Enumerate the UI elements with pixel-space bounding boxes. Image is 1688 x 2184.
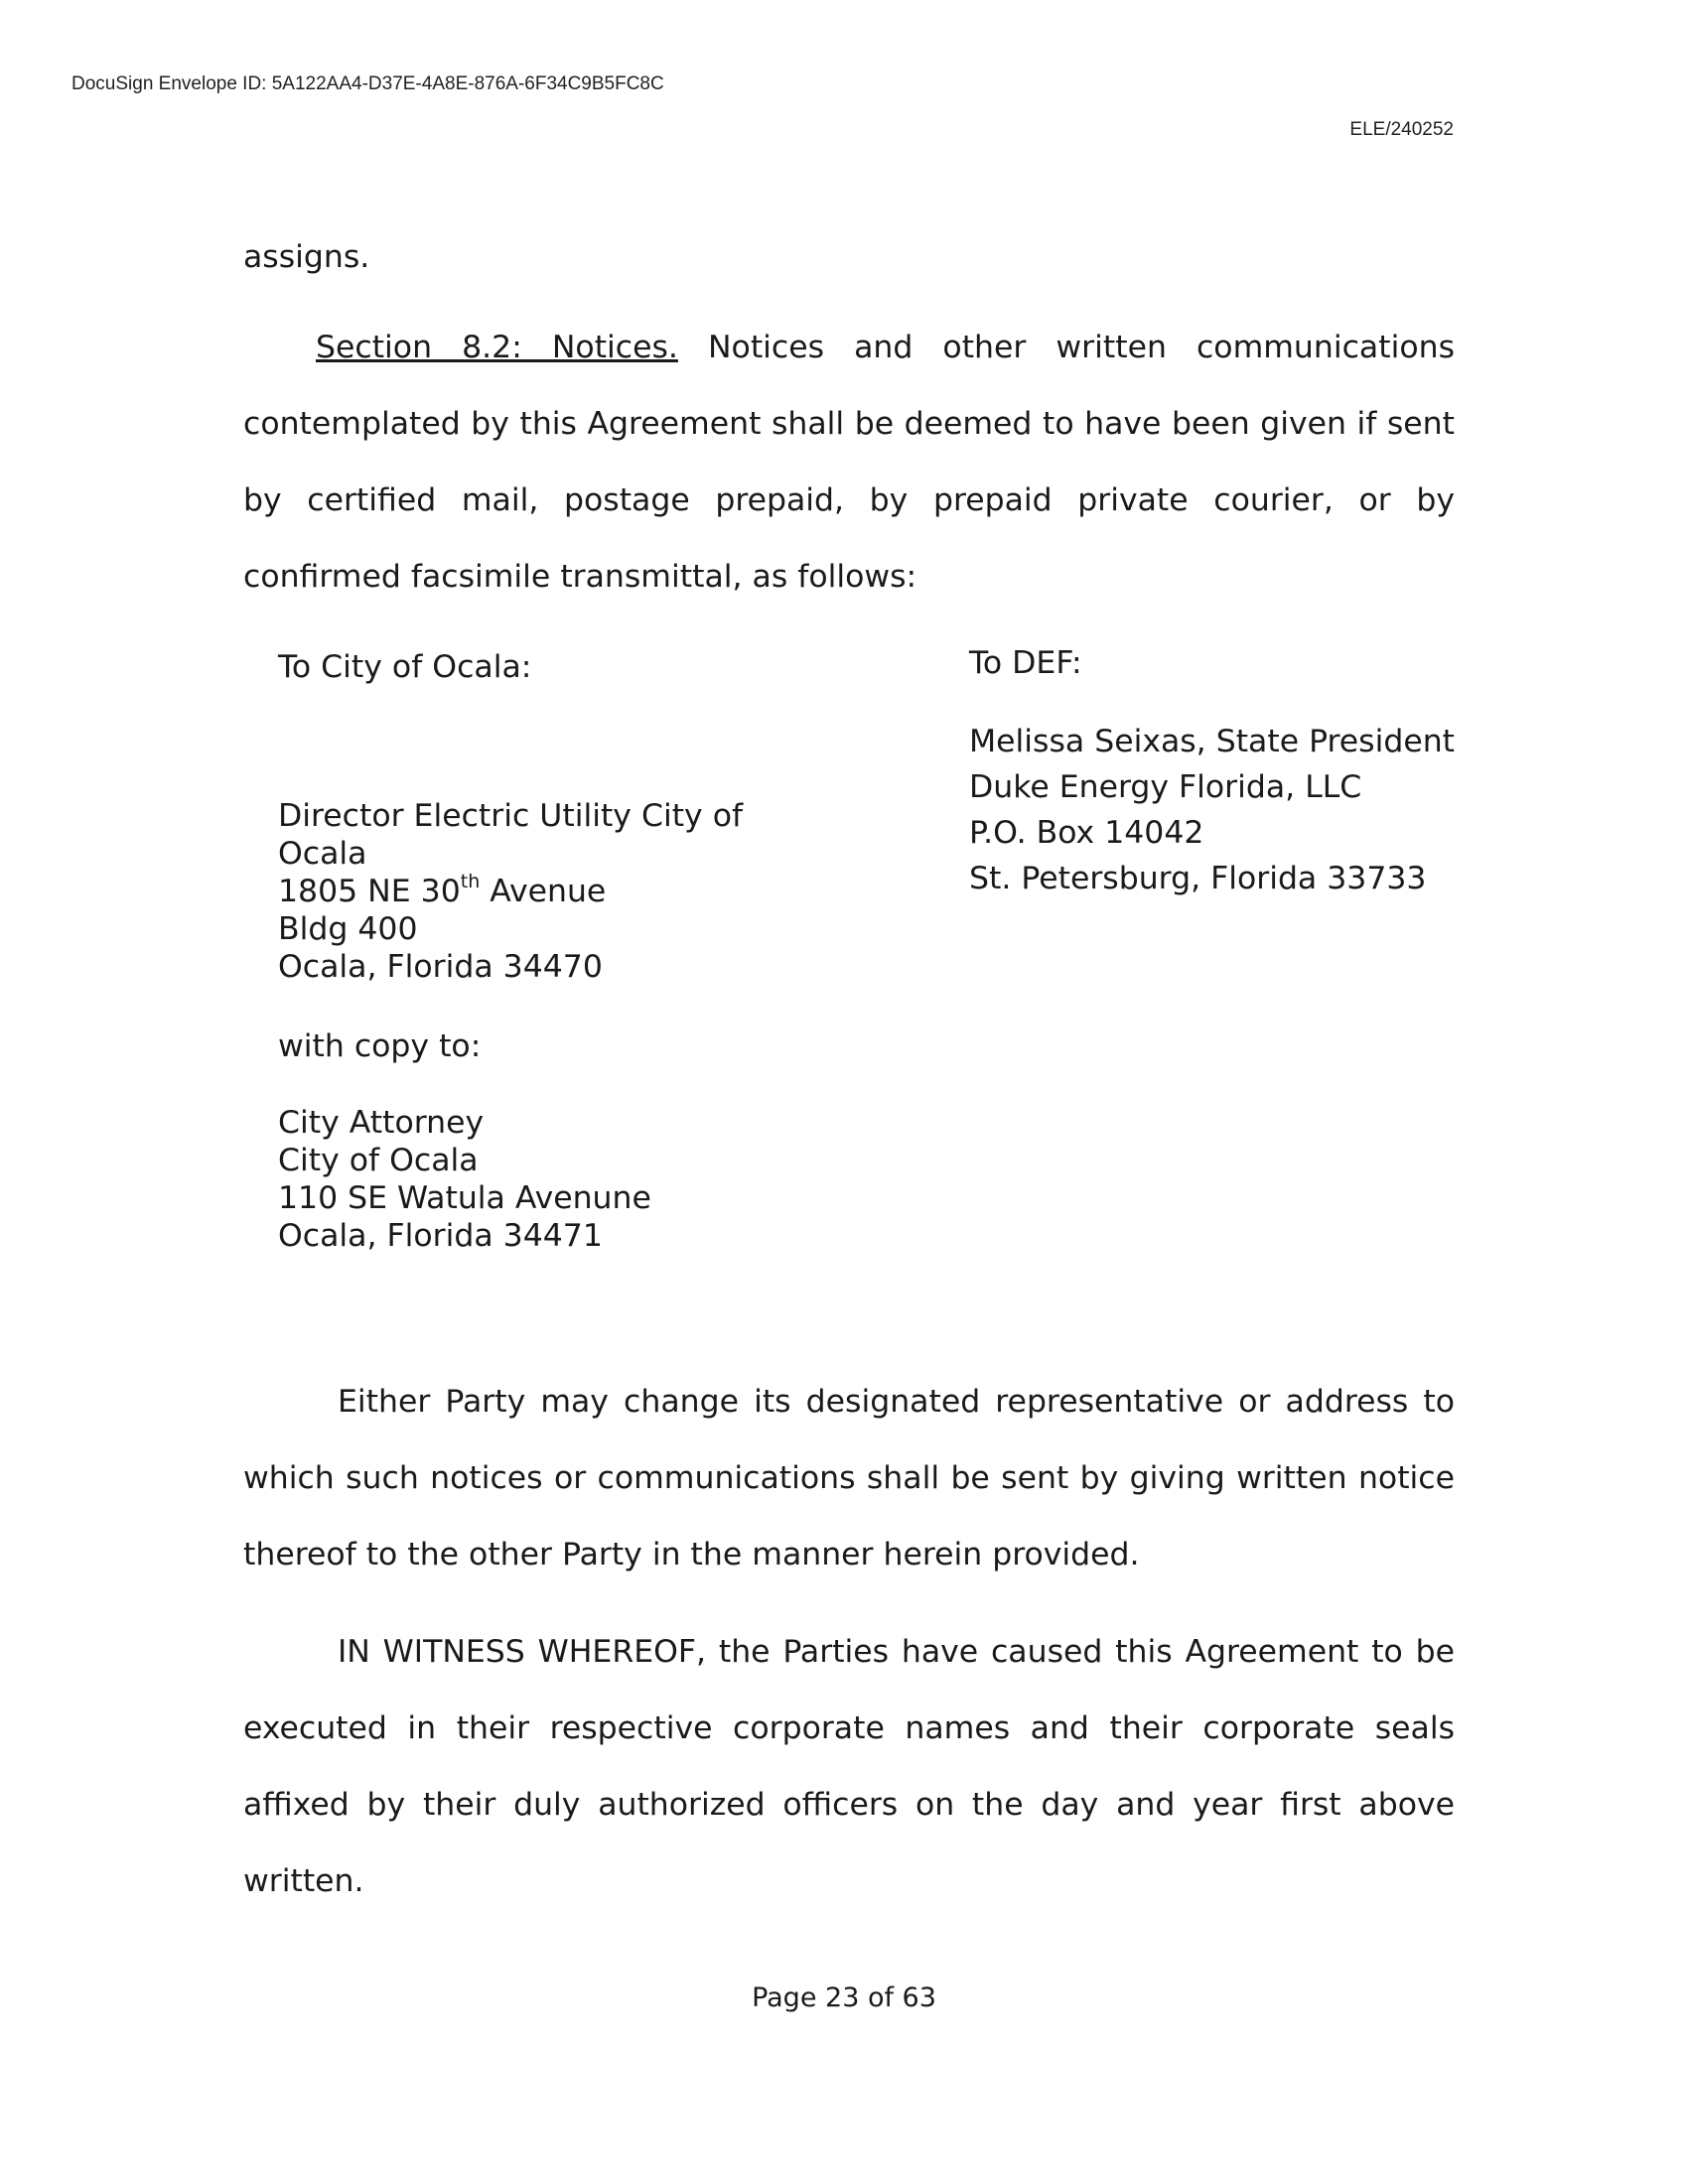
street-number: 1805 NE 30 (278, 874, 461, 909)
city-street-line (278, 873, 743, 910)
section-heading: Section 8.2: Notices. (316, 330, 678, 365)
city-address-line: Ocala, Florida 34470 (278, 949, 603, 985)
street-name: Avenue (480, 874, 607, 909)
city-address-line: Director Electric Utility City of (278, 798, 744, 834)
def-address-line: P.O. Box 14042 (969, 815, 1204, 851)
def-address (969, 719, 1455, 901)
street-ordinal-suffix: th (460, 871, 481, 892)
document-reference: ELE/240252 (1349, 119, 1454, 140)
copy-address (278, 1104, 651, 1255)
def-address-line: Melissa Seixas, State President (969, 724, 1456, 759)
docusign-envelope-id: DocuSign Envelope ID: 5A122AA4-D37E-4A8E-876A-6F34C9B5FC8C (71, 73, 664, 94)
copy-address-line: City of Ocala (278, 1143, 479, 1178)
section-8-2-paragraph (243, 310, 1455, 615)
city-address (278, 797, 743, 986)
def-address-line: Duke Energy Florida, LLC (969, 769, 1362, 805)
witness-text: IN WITNESS WHEREOF, the Parties have caused this Agreement to be executed in their respective corporate names and their corporate seals affixed by their duly authorized officers on the day and year first above written. (243, 1634, 1455, 1899)
page-number: Page 23 of 63 (752, 1982, 936, 2013)
def-address-line: St. Petersburg, Florida 33733 (969, 861, 1427, 896)
continued-text: assigns. (243, 239, 370, 275)
copy-address-line: Ocala, Florida 34471 (278, 1218, 603, 1254)
section-text: Notices and other written communications contemplated by this Agreement shall be deemed to have been given if sent by certified mail, postage prepaid, by prepaid private courier, or by confirmed facsimile transmittal, as follows: (243, 330, 1455, 595)
change-address-text: Either Party may change its designated representative or address to which such notices or communications shall be sent by giving written notice thereof to the other Party in the manner herein provided. (243, 1384, 1455, 1572)
city-address-line: Bldg 400 (278, 911, 418, 947)
copy-address-line: 110 SE Watula Avenune (278, 1180, 651, 1216)
city-notice-heading: To City of Ocala: (278, 649, 532, 685)
def-notice-heading: To DEF: (969, 645, 1082, 681)
copy-address-line: City Attorney (278, 1105, 485, 1141)
copy-to-heading: with copy to: (278, 1028, 482, 1064)
witness-paragraph (243, 1614, 1455, 1920)
change-address-paragraph (243, 1364, 1455, 1593)
city-address-line: Ocala (278, 836, 367, 872)
